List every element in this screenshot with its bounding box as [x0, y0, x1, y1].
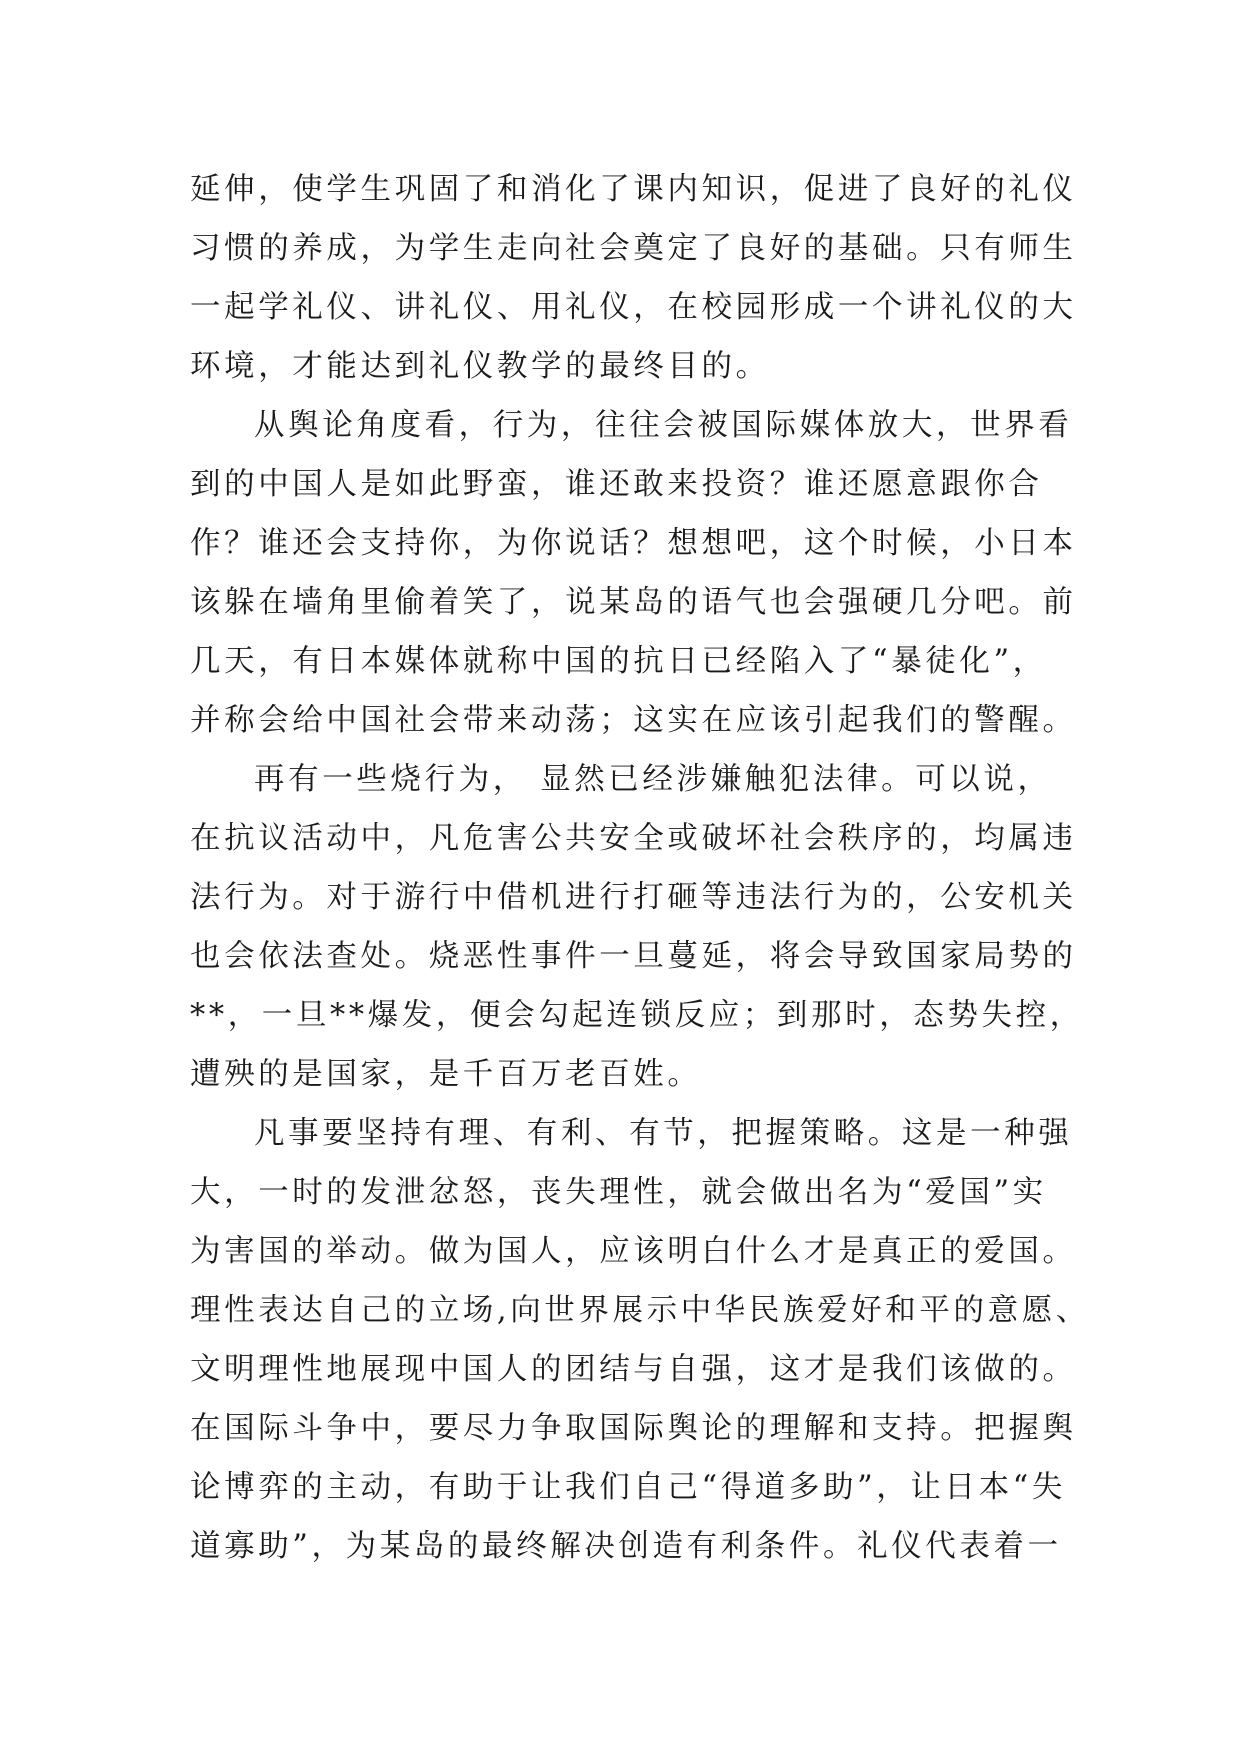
document-body — [190, 160, 1090, 1576]
paragraph-line: 遭殃的是国家，是千百万老百姓。 — [190, 1057, 702, 1092]
paragraph-line: 到的中国人是如此野蛮，谁还敢来投资？谁还愿意跟你合 — [190, 467, 1043, 502]
paragraph-line: 文明理性地展现中国人的团结与自强，这才是我们该做的。 — [190, 1352, 1077, 1387]
paragraph-line: 理性表达自己的立场,向世界展示中华民族爱好和平的意愿、 — [190, 1293, 1090, 1328]
paragraph-line: 从舆论角度看，行为，往往会被国际媒体放大，世界看 — [254, 408, 1073, 443]
paragraph-line: 作？谁还会支持你，为你说话？想想吧，这个时候，小日本 — [190, 526, 1077, 561]
paragraph-line: 论博弈的主动，有助于让我们自己“得道多助”，让日本“失 — [190, 1470, 1066, 1505]
paragraph-1 — [190, 160, 1077, 396]
paragraph-line: 道寡助”，为某岛的最终解决创造有利条件。礼仪代表着一 — [190, 1529, 1062, 1564]
paragraph-line: 一起学礼仪、讲礼仪、用礼仪，在校园形成一个讲礼仪的大 — [190, 290, 1077, 325]
paragraph-line: 该躲在墙角里偷着笑了，说某岛的语气也会强硬几分吧。前 — [190, 585, 1077, 620]
paragraph-line: 也会依法查处。烧恶性事件一旦蔓延，将会导致国家局势的 — [190, 939, 1077, 974]
paragraph-line: 习惯的养成，为学生走向社会奠定了良好的基础。只有师生 — [190, 231, 1077, 266]
paragraph-line: 凡事要坚持有理、有利、有节，把握策略。这是一种强 — [254, 1116, 1073, 1151]
paragraph-line: 环境，才能达到礼仪教学的最终目的。 — [190, 349, 770, 384]
paragraph-line: 在国际斗争中，要尽力争取国际舆论的理解和支持。把握舆 — [190, 1411, 1077, 1446]
paragraph-line: 再有一些烧行为， 显然已经涉嫌触犯法律。可以说， — [254, 762, 1052, 797]
paragraph-line: 几天，有日本媒体就称中国的抗日已经陷入了“暴徒化”， — [190, 644, 1047, 679]
paragraph-line: 在抗议活动中，凡危害公共安全或破坏社会秩序的，均属违 — [190, 821, 1077, 856]
paragraph-line: 为害国的举动。做为国人，应该明白什么才是真正的爱国。 — [190, 1234, 1077, 1269]
paragraph-line: 大，一时的发泄忿怒，丧失理性，就会做出名为“爱国”实 — [190, 1175, 1047, 1210]
paragraph-line: **，一旦**爆发，便会勾起连锁反应；到那时，态势失控， — [190, 998, 1084, 1033]
paragraph-4 — [190, 1104, 1090, 1576]
paragraph-line: 法行为。对于游行中借机进行打砸等违法行为的，公安机关 — [190, 880, 1077, 915]
paragraph-line: 延伸，使学生巩固了和消化了课内知识，促进了良好的礼仪 — [190, 172, 1077, 207]
paragraph-3 — [190, 750, 1084, 1104]
paragraph-2 — [190, 396, 1077, 750]
paragraph-line: 并称会给中国社会带来动荡；这实在应该引起我们的警醒。 — [190, 703, 1077, 738]
